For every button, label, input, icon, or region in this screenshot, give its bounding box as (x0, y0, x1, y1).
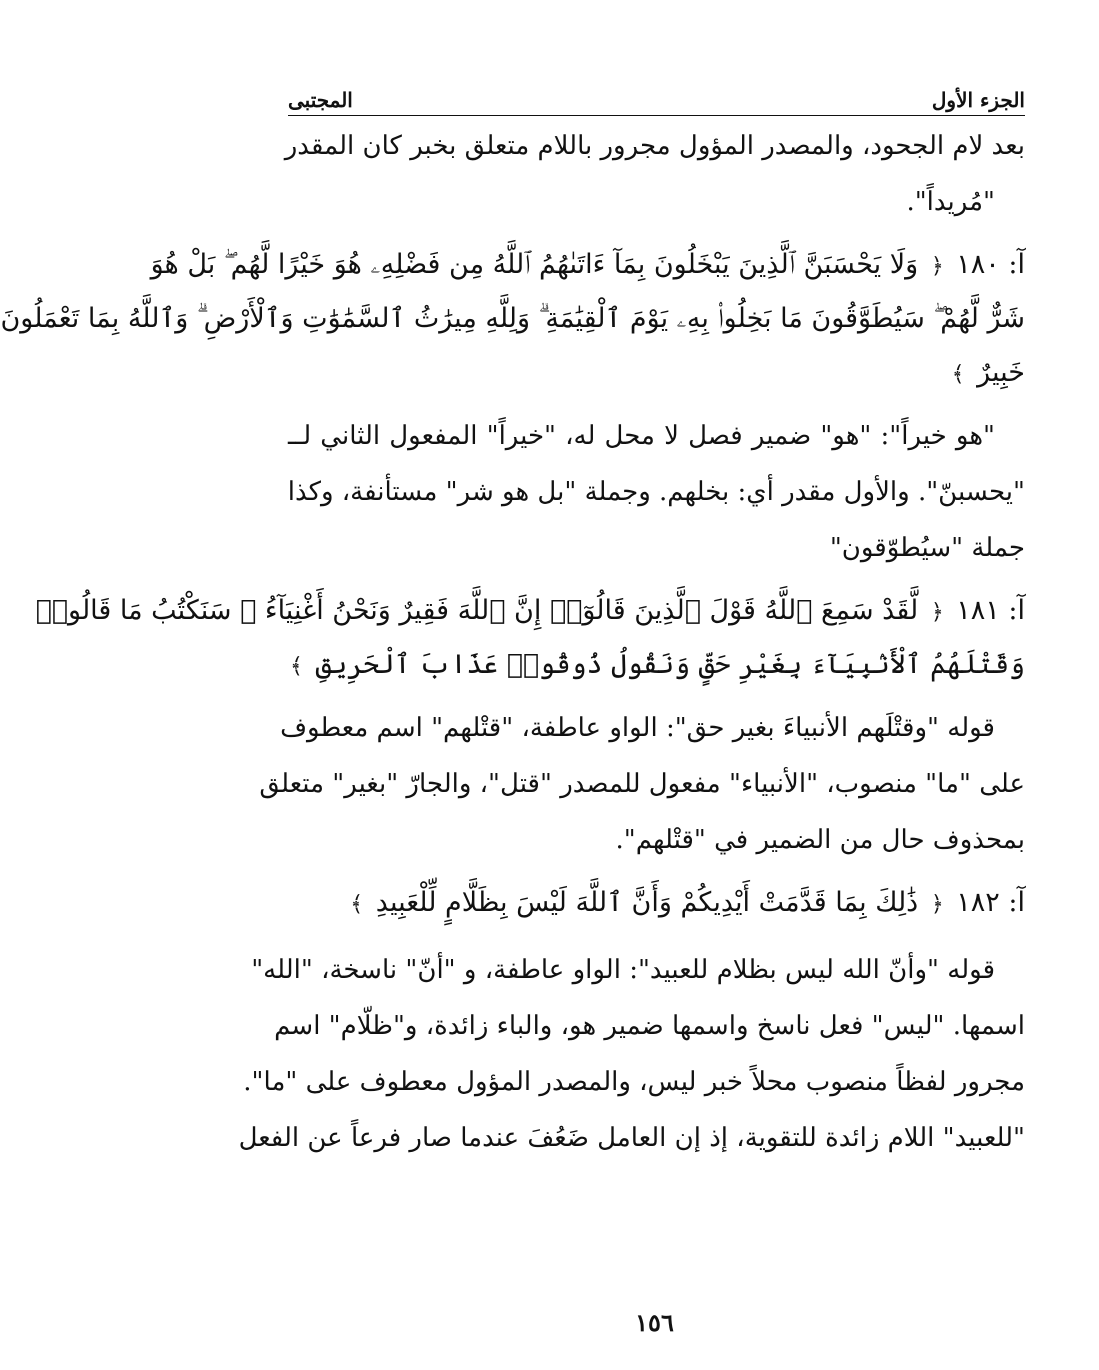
verse-line (288, 638, 1025, 692)
text-line: "للعبيد" اللام زائدة للتقوية، إذ إن العامل ضَعُفَ عندما صار فرعاً عن الفعل (238, 1123, 1025, 1153)
text-line: "يحسبنّ". والأول مقدر أي: بخلهم. وجملة "بل هو شر" مستأنفة، وكذا (287, 477, 1025, 507)
text-line: بعد لام الجحود، والمصدر المؤول مجرور باللام متعلق بخبر كان المقدر (284, 131, 1025, 161)
ayah-number: آ: ١٨٢ (956, 887, 1025, 918)
text-line: بمحذوف حال من الضمير في "قتْلهم". (615, 825, 1025, 855)
verse-line (150, 238, 1025, 292)
verse-text: وَقَتْلَهُمُ ٱلْأَنۢبِيَآءَ بِغَيْرِ حَقٍّ وَنَقُولُ ذُوقُوا۟ عَذَابَ ٱلْحَرِيقِ (315, 649, 1025, 680)
verse-text: ذَٰلِكَ بِمَا قَدَّمَتْ أَيْدِيكُمْ وَأَنَّ ٱللَّهَ لَيْسَ بِظَلَّامٍ لِّلْعَبِيدِ (375, 887, 919, 918)
header-volume: الجزء الأول (931, 88, 1025, 112)
text-line: على "ما" منصوب، "الأنبياء" مفعول للمصدر "قتل"، والجارّ "بغير" متعلق (259, 769, 1025, 799)
verse-line (288, 346, 1025, 400)
header-book-title: المجتبى (288, 88, 353, 112)
quran-close-bracket: ﴾ (290, 654, 303, 679)
verse-text: لَّقَدْ سَمِعَ ٱللَّهُ قَوْلَ ٱلَّذِينَ قَالُوٓا۟ إِنَّ ٱللَّهَ فَقِيرٌ وَنَحْنُ أَغْنِيَآءُ ۘ سَنَكْتُبُ مَا قَالُوا۟ (35, 595, 919, 626)
page-header (288, 86, 1025, 112)
verse-line: شَرٌّ لَّهُمْ ۖ سَيُطَوَّقُونَ مَا بَخِلُوا۟ بِهِۦ يَوْمَ ٱلْقِيَٰمَةِ ۗ وَلِلَّهِ مِيرَٰثُ ٱلسَّمَٰوَٰتِ وَٱلْأَرْضِ ۗ وَٱللَّهُ بِمَا تَعْمَلُونَ (0, 303, 1025, 334)
text-line: مجرور لفظاً منصوب محلاً خبر ليس، والمصدر المؤول معطوف على "ما". (243, 1067, 1025, 1097)
text-line: "مُريداً". (906, 187, 995, 217)
text-line: قوله "وقتْلَهم الأنبياءَ بغير حق": الواو عاطفة، "قتْلهم" اسم معطوف (280, 713, 995, 743)
ayah-number: آ: ١٨٠ (956, 249, 1025, 280)
text-line: جملة "سيُطوّقون" (829, 533, 1025, 563)
text-line: قوله "وأنّ الله ليس بظلام للعبيد": الواو عاطفة، و "أنّ" ناسخة، "الله" (251, 955, 995, 985)
verse-text: وَلَا يَحْسَبَنَّ ٱلَّذِينَ يَبْخَلُونَ بِمَآ ءَاتَىٰهُمُ ٱللَّهُ مِن فَضْلِهِۦ هُوَ خَيْرًا لَّهُم ۖ بَلْ هُوَ (150, 249, 919, 280)
header-rule (288, 115, 1025, 116)
quran-close-bracket: ﴾ (350, 892, 364, 917)
text-line: "هو خيراً": "هو" ضمير فصل لا محل له، "خيراً" المفعول الثاني لــ (288, 421, 995, 451)
text-line: اسمها. "ليس" فعل ناسخ واسمها ضمير هو، والباء زائدة، و"ظلّام" اسم (274, 1011, 1025, 1041)
verse-text: خَبِيرٌ (977, 357, 1025, 388)
ayah-number: آ: ١٨١ (956, 595, 1025, 626)
verse-line (288, 876, 1025, 930)
verse-line (35, 584, 1025, 638)
page-number: ١٥٦ (635, 1308, 674, 1337)
quran-close-bracket: ﴾ (951, 362, 965, 387)
quran-open-bracket: ﴿ (930, 892, 944, 917)
quran-open-bracket: ﴿ (930, 254, 944, 279)
quran-open-bracket: ﴿ (930, 600, 944, 625)
page-body (0, 118, 1025, 1166)
